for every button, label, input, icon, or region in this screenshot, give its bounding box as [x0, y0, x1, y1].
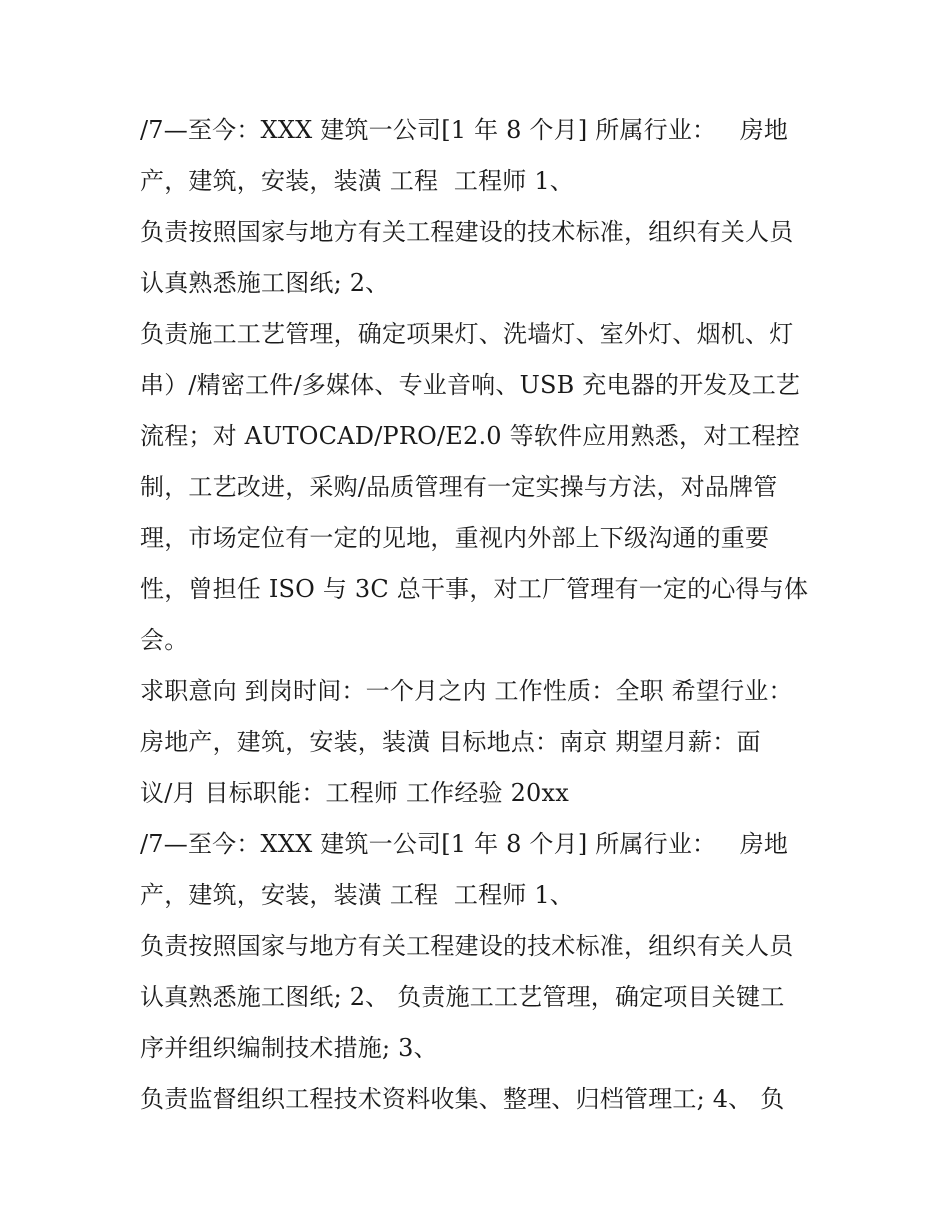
- text-line: /7—至今：XXX 建筑一公司[1 年 8 个月] 所属行业： 房地: [140, 830, 789, 858]
- text-line: 序并组织编制技术措施; 3、: [140, 1034, 438, 1062]
- text-line: 负责按照国家与地方有关工程建设的技术标准，组织有关人员: [140, 218, 794, 246]
- text-line: 理，市场定位有一定的见地，重视内外部上下级沟通的重要: [140, 524, 770, 552]
- text-line: 求职意向 到岗时间：一个月之内 工作性质：全职 希望行业：: [140, 677, 793, 705]
- text-line: 性，曾担任 ISO 与 3C 总干事，对工厂管理有一定的心得与体: [140, 575, 809, 603]
- text-line: 会。: [140, 626, 189, 654]
- text-line: 负责施工工艺管理，确定项果灯、洗墙灯、室外灯、烟机、灯: [140, 320, 794, 348]
- text-line: 负责按照国家与地方有关工程建设的技术标准，组织有关人员: [140, 932, 794, 960]
- text-line: 房地产，建筑，安装，装潢 目标地点：南京 期望月薪：面: [140, 728, 761, 756]
- text-line: 流程；对 AUTOCAD/PRO/E2.0 等软件应用熟悉，对工程控: [140, 422, 800, 450]
- text-line: 认真熟悉施工图纸; 2、 负责施工工艺管理，确定项目关键工: [140, 983, 785, 1011]
- text-line: 串）/精密工件/多媒体、专业音响、USB 充电器的开发及工艺: [140, 371, 801, 399]
- text-line: 产，建筑，安装，装潢 工程 工程师 1、: [140, 881, 574, 909]
- text-line: 负责监督组织工程技术资料收集、整理、归档管理工; 4、 负: [140, 1085, 785, 1113]
- text-line: 认真熟悉施工图纸; 2、: [140, 269, 390, 297]
- text-line: 制，工艺改进，采购/品质管理有一定实操与方法，对品牌管: [140, 473, 778, 501]
- text-line: 产，建筑，安装，装潢 工程 工程师 1、: [140, 167, 574, 195]
- text-line: 议/月 目标职能：工程师 工作经验 20xx: [140, 779, 569, 807]
- text-line: /7—至今：XXX 建筑一公司[1 年 8 个月] 所属行业： 房地: [140, 116, 789, 144]
- document-body: [140, 105, 820, 1125]
